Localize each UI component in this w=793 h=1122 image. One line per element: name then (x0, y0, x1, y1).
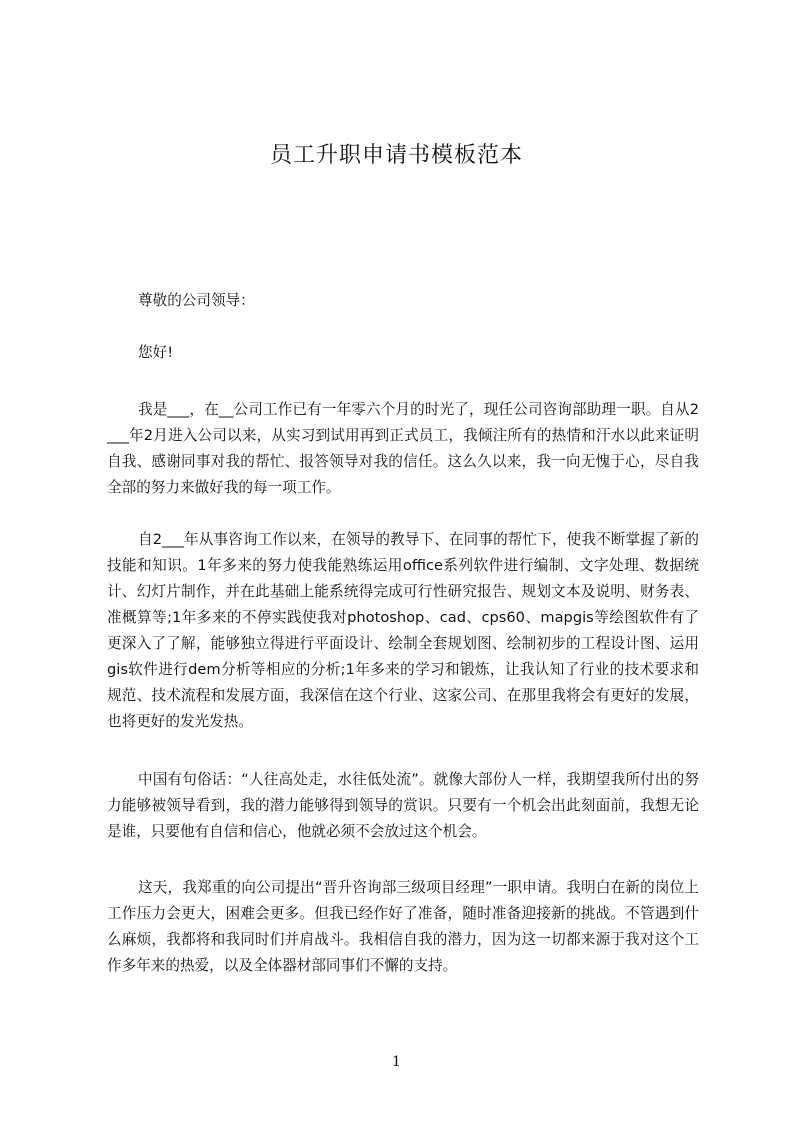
page-number: 1 (392, 1054, 401, 1070)
greeting: 您好! (138, 344, 174, 361)
document-title: 员工升职申请书模板范本 (269, 143, 523, 168)
paragraph-1: 我是___，在__公司工作已有一年零六个月的时光了，现任公司咨询部助理一职。自从2___年2月进入公司以来，从实习到试用再到正式员工，我倾注所有的热情和汗水以此来证明自我、感谢同事对我的帮忙、报答领导对我的信任。这么久以来，我一向无愧于心，尽自我全部的努力来做好我的每一项工作。 (107, 401, 699, 496)
salutation: 尊敬的公司领导： (138, 292, 255, 309)
paragraph-3: 中国有句俗话：“人往高处走，水往低处流”。就像大部份人一样，我期望我所付出的努力能够被领导看到，我的潜力能够得到领导的赏识。只要有一个机会出此刻面前，我想无论是谁，只要他有自信和信心，他就必须不会放过这个机会。 (107, 771, 699, 840)
paragraph-4: 这天，我郑重的向公司提出“晋升咨询部三级项目经理”一职申请。我明白在新的岗位上工作压力会更大，困难会更多。但我已经作好了准备，随时准备迎接新的挑战。不管遇到什么麻烦，我都将和我同时们并肩战斗。我相信自我的潜力，因为这一切都来源于我对这个工作多年来的热爱，以及全体器材部同事们不懈的支持。 (107, 879, 699, 974)
paragraph-2: 自2___年从事咨询工作以来，在领导的教导下、在同事的帮忙下，使我不断掌握了新的技能和知识。1年多来的努力使我能熟练运用office系列软件进行编制、文字处理、数据统计、幻灯片制作，并在此基础上能系统得完成可行性研究报告、规划文本及说明、财务表、准概算等;1年多来的不停实践使我对photoshop、cad、cps60、mapgis等绘图软件有了更深入了了解，能够独立得进行平面设计、绘制全套规划图、绘制初步的工程设计图、运用gis软件进行dem分析等相应的分析;1年多来的学习和锻炼，让我认知了行业的技术要求和规范、技术流程和发展方面，我深信在这个行业、这家公司、在那里我将会有更好的发展，也将更好的发光发热。 (107, 531, 699, 730)
